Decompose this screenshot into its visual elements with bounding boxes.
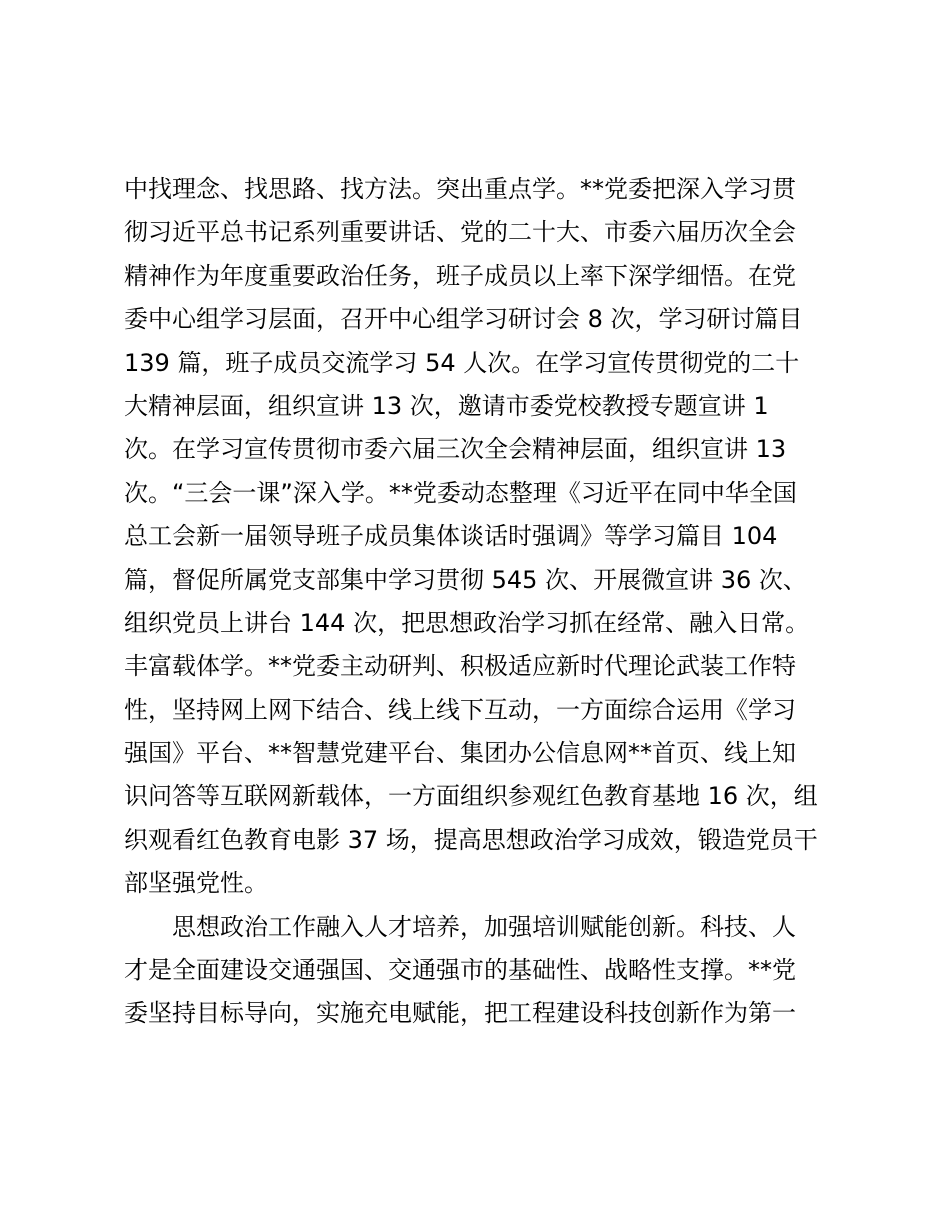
- text-line: 部坚强党性。: [124, 869, 268, 898]
- text-line: 篇，督促所属党支部集中学习贯彻 545 次、开展微宣讲 36 次、: [124, 565, 807, 594]
- text-line: 识问答等互联网新载体，一方面组织参观红色教育基地 16 次，组: [124, 782, 818, 811]
- text-line: 才是全面建设交通强国、交通强市的基础性、战略性支撑。**党: [124, 956, 796, 985]
- text-line: 精神作为年度重要政治任务，班子成员以上率下深学细悟。在党: [124, 261, 796, 290]
- text-line: 次。在学习宣传贯彻市委六届三次全会精神层面，组织宣讲 13: [124, 435, 787, 464]
- text-line: 组织党员上讲台 144 次，把思想政治学习抓在经常、融入日常。: [124, 608, 810, 637]
- body-text: [124, 168, 844, 1036]
- text-line: 大精神层面，组织宣讲 13 次，邀请市委党校教授专题宣讲 1: [124, 391, 769, 420]
- text-line: 性，坚持网上网下结合、线上线下互动，一方面综合运用《学习: [124, 695, 796, 724]
- text-line: 织观看红色教育电影 37 场，提高思想政治学习成效，锻造党员干: [124, 825, 818, 854]
- text-line: 中找理念、找思路、找方法。突出重点学。**党委把深入学习贯: [124, 175, 796, 203]
- text-line: 委坚持目标导向，实施充电赋能，把工程建设科技创新作为第一: [124, 999, 796, 1028]
- text-line: 次。“三会一课”深入学。**党委动态整理《习近平在同中华全国: [124, 478, 797, 507]
- text-line: 强国》平台、**智慧党建平台、集团办公信息网**首页、线上知: [124, 739, 796, 768]
- text-line: 丰富载体学。**党委主动研判、积极适应新时代理论武装工作特: [124, 652, 796, 681]
- text-line: 总工会新一届领导班子成员集体谈话时强调》等学习篇目 104: [124, 522, 778, 551]
- paragraph-start-line: 思想政治工作融入人才培养，加强培训赋能创新。科技、人: [172, 912, 796, 941]
- text-line: 139 篇，班子成员交流学习 54 人次。在学习宣传贯彻党的二十: [124, 348, 800, 377]
- text-line: 彻习近平总书记系列重要讲话、党的二十大、市委六届历次全会: [124, 218, 796, 247]
- text-line: 委中心组学习层面，召开中心组学习研讨会 8 次，学习研讨篇目: [124, 305, 803, 334]
